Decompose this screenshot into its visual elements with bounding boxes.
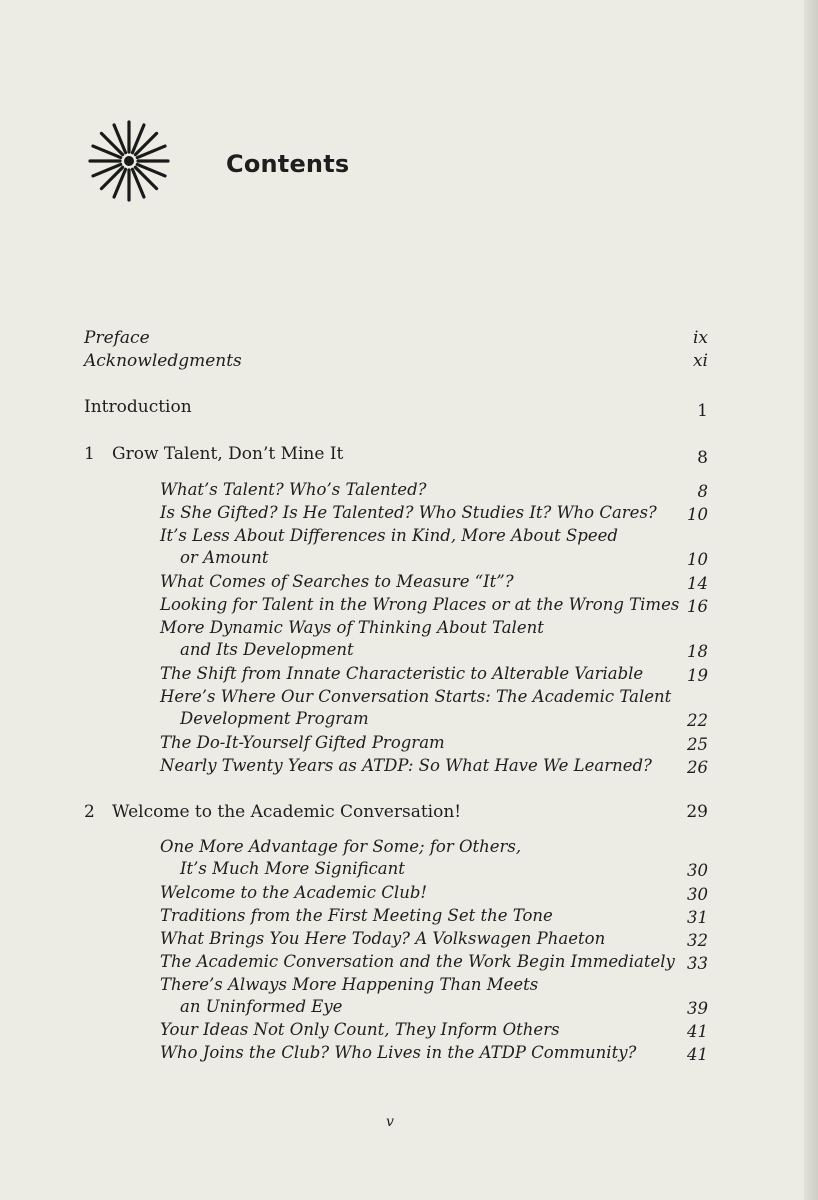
section-title: Here’s Where Our Conversation Starts: The Academic Talent	[160, 687, 672, 706]
entry-page: 30	[687, 885, 708, 904]
entry-page: 30	[687, 861, 708, 880]
entry-page: 29	[686, 802, 708, 822]
section-title-continued: It’s Much More Significant	[180, 859, 405, 878]
section-title: Who Joins the Club? Who Lives in the ATDP Community?	[160, 1043, 637, 1062]
entry-page: 32	[687, 931, 708, 950]
entry-title: Acknowledgments	[84, 351, 242, 371]
section-title-continued: Development Program	[180, 709, 369, 728]
section-title-continued: or Amount	[180, 548, 269, 567]
entry-page: 8	[697, 482, 708, 501]
page-folio: v	[386, 1114, 394, 1130]
entry-page: 10	[687, 505, 708, 524]
section-title: The Academic Conversation and the Work Begin Immediately	[160, 952, 675, 971]
section-title: The Shift from Innate Characteristic to Alterable Variable	[160, 664, 644, 683]
entry-page: 25	[687, 735, 708, 754]
chapter-title: Welcome to the Academic Conversation!	[112, 802, 462, 822]
table-of-contents	[84, 0, 708, 1200]
section-title: Traditions from the First Meeting Set the Tone	[160, 906, 553, 925]
entry-page: 26	[687, 758, 708, 777]
entry-page: 41	[687, 1022, 708, 1041]
section-title: Welcome to the Academic Club!	[160, 883, 428, 902]
entry-page: 33	[687, 954, 708, 973]
section-title: Looking for Talent in the Wrong Places or at the Wrong Times	[160, 595, 680, 614]
entry-page: 8	[697, 448, 708, 468]
page-edge	[804, 0, 818, 1200]
section-title: Nearly Twenty Years as ATDP: So What Have We Learned?	[160, 756, 652, 775]
section-title: It’s Less About Differences in Kind, More About Speed	[160, 526, 618, 545]
entry-page: 18	[687, 642, 708, 661]
entry-page: 1	[697, 401, 708, 421]
chapter-number: 1	[84, 444, 95, 464]
entry-page: xi	[692, 351, 708, 371]
section-title: What Brings You Here Today? A Volkswagen Phaeton	[160, 929, 606, 948]
entry-page: 16	[687, 597, 708, 616]
chapter-number: 2	[84, 802, 95, 822]
entry-title: Preface	[84, 328, 150, 348]
entry-page: 10	[687, 550, 708, 569]
section-title: More Dynamic Ways of Thinking About Talent	[160, 618, 544, 637]
entry-page: 19	[687, 666, 708, 685]
chapter-title: Grow Talent, Don’t Mine It	[112, 444, 344, 464]
entry-page: 14	[687, 574, 708, 593]
section-title: What Comes of Searches to Measure “It”?	[160, 572, 514, 591]
entry-page: 22	[687, 711, 708, 730]
entry-page: 39	[687, 999, 708, 1018]
entry-title: Introduction	[84, 397, 192, 417]
section-title: One More Advantage for Some; for Others,	[160, 837, 522, 856]
section-title: What’s Talent? Who’s Talented?	[160, 480, 427, 499]
section-title-continued: and Its Development	[180, 640, 354, 659]
entry-page: 31	[687, 908, 708, 927]
section-title: The Do-It-Yourself Gifted Program	[160, 733, 445, 752]
page-title: Contents	[226, 150, 350, 178]
section-title: Your Ideas Not Only Count, They Inform Others	[160, 1020, 560, 1039]
section-title: Is She Gifted? Is He Talented? Who Studies It? Who Cares?	[160, 503, 657, 522]
section-title-continued: an Uninformed Eye	[180, 997, 343, 1016]
entry-page: ix	[692, 328, 708, 348]
section-title: There’s Always More Happening Than Meets	[160, 975, 539, 994]
entry-page: 41	[687, 1045, 708, 1064]
